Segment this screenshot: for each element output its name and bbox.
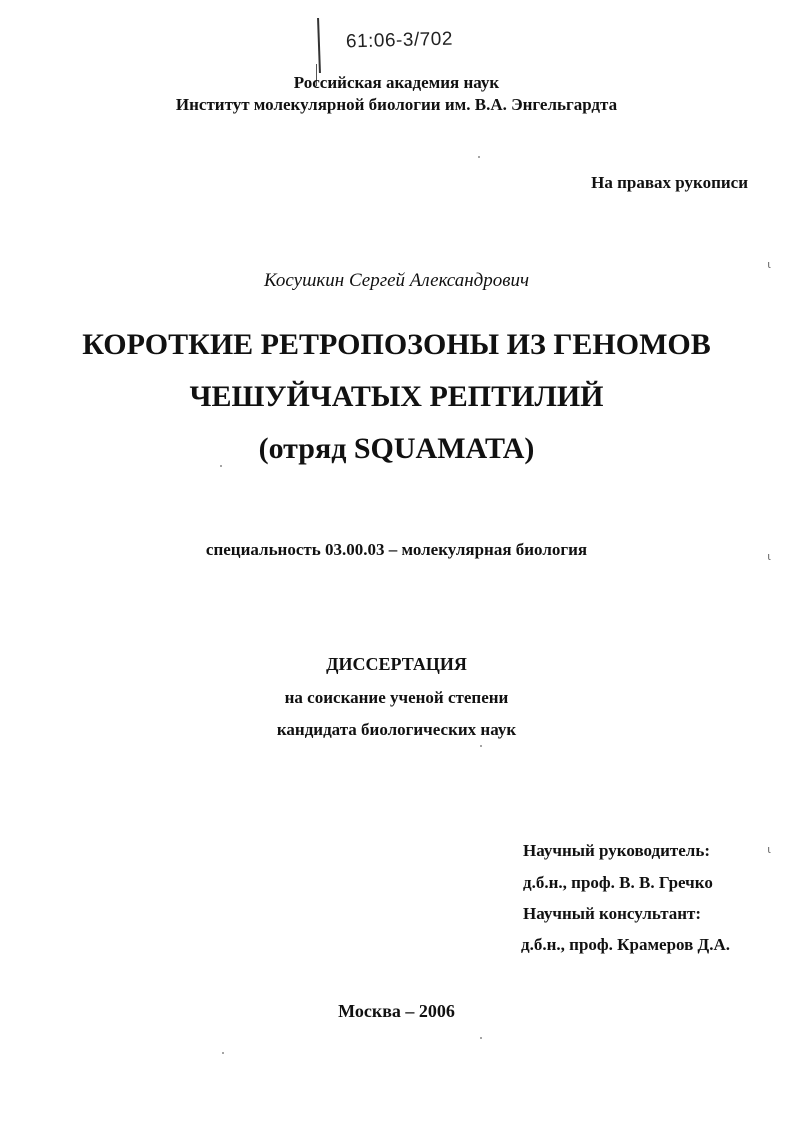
library-stamp-code: 61:06-3/702	[345, 28, 454, 53]
author-name: Косушкин Сергей Александрович	[263, 270, 530, 291]
margin-mark: ι	[767, 550, 771, 563]
margin-mark: ι	[767, 258, 771, 271]
degree-line-1: на соискание ученой степени	[284, 688, 509, 707]
title-line-1: КОРОТКИЕ РЕТРОПОЗОНЫ ИЗ ГЕНОМОВ	[82, 328, 711, 361]
scan-speck	[480, 1037, 482, 1039]
place-and-year: Москва – 2006	[338, 1001, 455, 1021]
dissertation-heading: ДИССЕРТАЦИЯ	[326, 654, 467, 674]
consultant-label: Научный консультант:	[523, 904, 702, 923]
scan-speck	[222, 1052, 224, 1054]
specialty-line: специальность 03.00.03 – молекулярная биология	[205, 540, 588, 559]
institution-institute: Институт молекулярной биологии им. В.А. Энгельгардта	[175, 95, 618, 114]
margin-mark: ι	[767, 843, 771, 856]
scan-speck	[478, 156, 480, 158]
manuscript-rights-note: На правах рукописи	[591, 173, 748, 192]
institution-academy: Российская академия наук	[293, 73, 500, 92]
supervisor-label: Научный руководитель:	[523, 841, 710, 860]
title-line-2: ЧЕШУЙЧАТЫХ РЕПТИЛИЙ	[189, 380, 604, 413]
consultant-name: д.б.н., проф. Крамеров Д.А.	[521, 935, 730, 954]
title-line-3: (отряд SQUAMATA)	[258, 432, 535, 465]
pen-stroke	[317, 18, 320, 73]
degree-line-2: кандидата биологических наук	[276, 720, 517, 739]
scan-speck	[220, 465, 222, 467]
scan-speck	[480, 745, 482, 747]
supervisor-name: д.б.н., проф. В. В. Гречко	[523, 873, 713, 892]
